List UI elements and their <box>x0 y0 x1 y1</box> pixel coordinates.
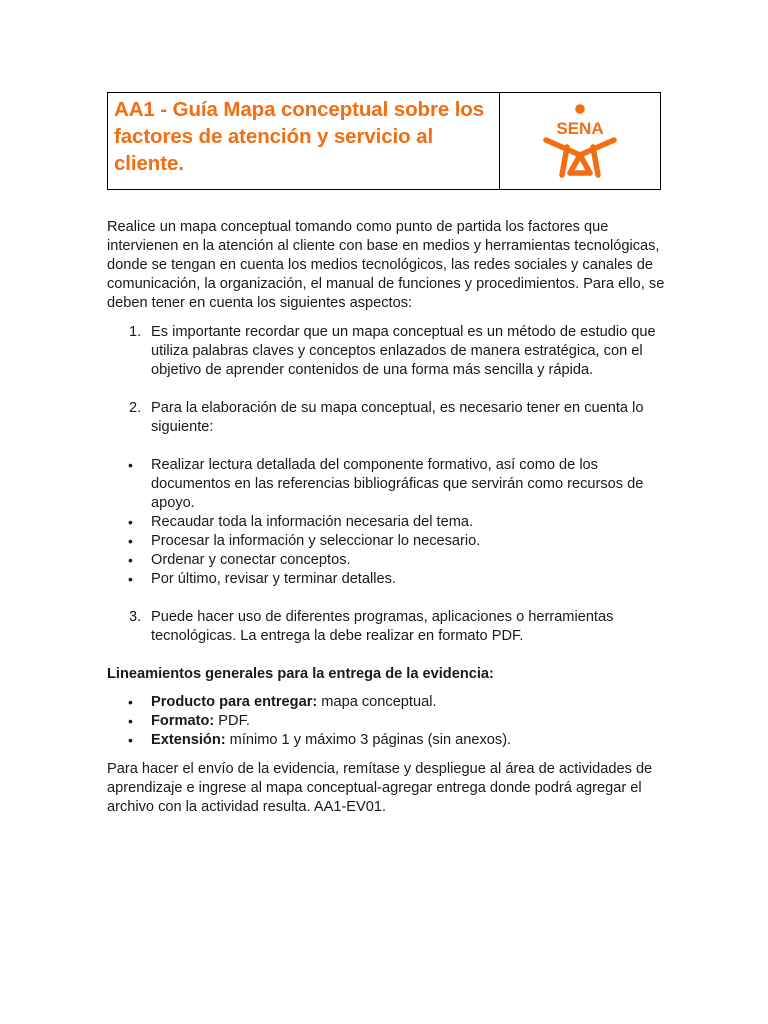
numbered-item-text: Puede hacer uso de diferentes programas, aplicaciones o herramientas tecnológicas. La entrega la debe realizar en formato PDF. <box>151 609 614 644</box>
bullet-icon: • <box>128 457 133 473</box>
bullet-icon: • <box>128 694 133 710</box>
bullet-icon: • <box>128 552 133 568</box>
step-text: Por último, revisar y terminar detalles. <box>151 571 396 587</box>
document-title: AA1 - Guía Mapa conceptual sobre los factores de atención y servicio al cliente. <box>114 98 485 175</box>
numbered-item-number: 1. <box>129 324 142 340</box>
step-text: Procesar la información y seleccionar lo necesario. <box>151 533 481 549</box>
step-text: Ordenar y conectar conceptos. <box>151 552 351 568</box>
step-item <box>107 551 667 570</box>
guideline-label: Formato: <box>151 713 215 729</box>
guideline-label: Extensión: <box>151 732 226 748</box>
guideline-item <box>107 712 667 731</box>
numbered-item-text: Para la elaboración de su mapa conceptual, es necesario tener en cuenta lo siguiente: <box>151 400 644 435</box>
numbered-item-2 <box>107 399 667 437</box>
guideline-value: PDF. <box>214 713 250 729</box>
bullet-icon: • <box>128 732 133 748</box>
guidelines-heading: Lineamientos generales para la entrega de la evidencia: <box>107 666 494 682</box>
numbered-item-number: 3. <box>129 609 142 625</box>
bullet-icon: • <box>128 514 133 530</box>
bullet-icon: • <box>128 713 133 729</box>
step-text: Realizar lectura detallada del componente formativo, así como de los documentos en las referencias bibliográficas que servirán como recursos de apoyo. <box>151 457 644 511</box>
intro-paragraph: Realice un mapa conceptual tomando como punto de partida los factores que intervienen en la atención al cliente con base en medios y herramientas tecnológicas, donde se tengan en cuenta los medios tecnológicos, las redes sociales y canales de comunicación, la organización, el manual de funciones y procedimientos. Para ello, se deben tener en cuenta los siguientes aspectos: <box>107 219 665 311</box>
bullet-icon: • <box>128 571 133 587</box>
numbered-item-1 <box>107 323 667 380</box>
numbered-item-text: Es importante recordar que un mapa conceptual es un método de estudio que utiliza palabras claves y conceptos enlazados de manera estratégica, con el objetivo de aprender contenidos de una forma más sencilla y rápida. <box>151 324 656 378</box>
closing-paragraph: Para hacer el envío de la evidencia, remítase y despliegue al área de actividades de aprendizaje e ingrese al mapa conceptual-agregar entrega donde podrá agregar el archivo con la actividad resulta. AA1-EV01. <box>107 761 653 815</box>
header-logo-cell <box>500 93 660 189</box>
step-item <box>107 532 667 551</box>
step-item <box>107 513 667 532</box>
bullet-icon: • <box>128 533 133 549</box>
guideline-value: mapa conceptual. <box>317 694 437 710</box>
guideline-item <box>107 693 667 712</box>
step-item <box>107 456 667 513</box>
guideline-value: mínimo 1 y máximo 3 páginas (sin anexos). <box>225 732 512 748</box>
numbered-item-number: 2. <box>129 400 142 416</box>
document-body <box>107 218 667 817</box>
sena-logo-text: SENA <box>556 119 604 138</box>
sena-logo-icon <box>540 103 620 179</box>
header-title-cell <box>108 93 500 189</box>
step-item <box>107 570 667 589</box>
numbered-item-3 <box>107 608 667 646</box>
step-text: Recaudar toda la información necesaria del tema. <box>151 514 474 530</box>
guideline-item <box>107 731 667 750</box>
header-table <box>107 92 661 190</box>
guideline-label: Producto para entregar: <box>151 694 318 710</box>
